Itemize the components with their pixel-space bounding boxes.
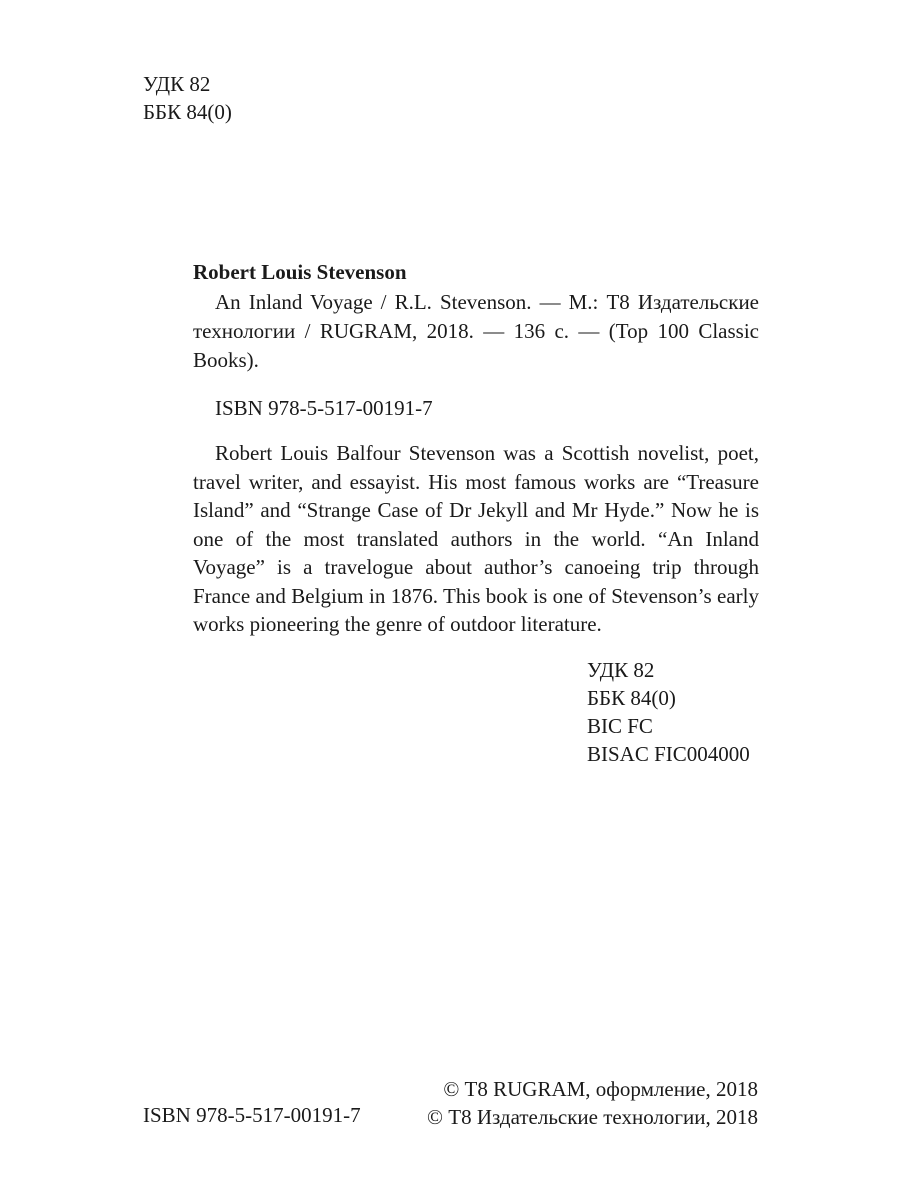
bisac-code: BISAC FIC004000 xyxy=(587,742,750,766)
footer-isbn xyxy=(143,1101,361,1129)
copyright-notice xyxy=(427,1075,758,1131)
udk-code: УДК 82 xyxy=(143,72,211,96)
copyright-design: © Т8 RUGRAM, оформление, 2018 xyxy=(443,1077,758,1101)
bibliographic-description: An Inland Voyage / R.L. Stevenson. — М.: Т8 Издательские технологии / RUGRAM, 2018. — 136 с. — (Top 100 Classic Books). xyxy=(193,290,759,372)
bbk-code: ББК 84(0) xyxy=(587,686,676,710)
bic-code: BIC FC xyxy=(587,714,653,738)
author-heading: Robert Louis Stevenson xyxy=(193,260,407,284)
bibliographic-record xyxy=(193,258,759,639)
copyright-publisher: © Т8 Издательские технологии, 2018 xyxy=(427,1105,758,1129)
top-classification-codes xyxy=(143,70,232,126)
isbn-line: ISBN 978-5-517-00191-7 xyxy=(143,1103,361,1127)
abstract-paragraph: Robert Louis Balfour Stevenson was a Scottish novelist, poet, travel writer, and essayist. His most famous works are “Treasure Island” and “Strange Case of Dr Jekyll and Mr Hyde.” Now he is one of the most translated authors in the world. “An Inland Voyage” is a travelogue about author’s canoeing trip through France and Belgium in 1876. This book is one of Stevenson’s early works pioneering the genre of outdoor literature. xyxy=(193,441,759,636)
bbk-code: ББК 84(0) xyxy=(143,100,232,124)
udk-code: УДК 82 xyxy=(587,658,655,682)
isbn-line: ISBN 978-5-517-00191-7 xyxy=(215,396,433,420)
classification-codes xyxy=(587,656,750,768)
